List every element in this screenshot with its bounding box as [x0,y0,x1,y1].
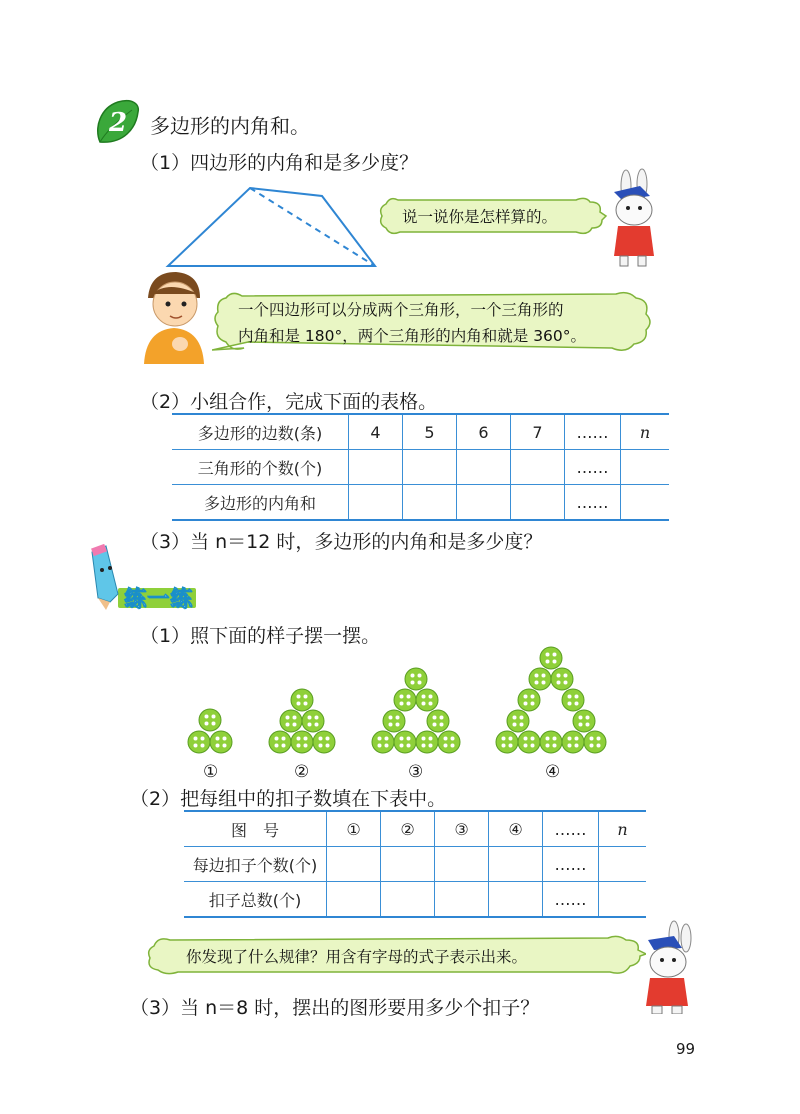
table-row [172,414,669,450]
section-number: 2 [109,108,128,138]
figure-label: ① [203,762,219,782]
figure-label: ② [294,762,310,782]
practice-question-3: （3）当 n＝8 时，摆出的图形要用多少个扣子？ [130,997,540,1019]
figure-label: ③ [408,762,424,782]
table-cell: n [599,811,647,847]
button [529,668,551,690]
practice-question-2: （2）把每组中的扣子数填在下表中。 [130,788,447,810]
button [313,731,335,753]
table-cell[interactable] [457,485,511,521]
button [496,731,518,753]
button [562,731,584,753]
table-cell: …… [565,414,621,450]
table-cell[interactable] [349,485,403,521]
table-cell[interactable] [403,485,457,521]
table-cell: …… [565,450,621,485]
table-cell[interactable] [435,882,489,918]
button [416,731,438,753]
button [584,731,606,753]
button [280,710,302,732]
rabbit-speech-1: 说一说你是怎样算的。 [402,208,558,226]
table-cell[interactable] [599,847,647,882]
button [507,710,529,732]
page-number: 99 [676,1040,696,1058]
table-row [172,450,669,485]
table-cell: ② [381,811,435,847]
polygon-table [172,413,669,521]
button [540,731,562,753]
practice-title: 练一练 [124,587,194,612]
button [405,668,427,690]
table-row [184,847,646,882]
table-cell[interactable] [489,882,543,918]
table-row [172,485,669,521]
rabbit-illustration [630,920,704,1014]
button [269,731,291,753]
button [372,731,394,753]
boy-speech-line-2: 内角和是 180°，两个三角形的内角和就是 360°。 [238,327,587,345]
table-cell[interactable] [621,485,670,521]
table-cell[interactable] [511,450,565,485]
button [302,710,324,732]
button [427,710,449,732]
table-cell[interactable] [511,485,565,521]
button [518,731,540,753]
table-cell: 多边形的边数(条) [172,414,349,450]
table-cell[interactable] [621,450,670,485]
table-cell: …… [543,811,599,847]
table-cell[interactable] [403,450,457,485]
table-cell[interactable] [435,847,489,882]
table-row [184,811,646,847]
table-cell[interactable] [327,847,381,882]
button [383,710,405,732]
button [188,731,210,753]
quadrilateral-figure [160,182,385,274]
table-cell[interactable] [381,847,435,882]
question-1: （1）四边形的内角和是多少度？ [140,152,419,174]
table-cell: …… [543,847,599,882]
figure-label: ④ [545,762,561,782]
table-cell: ① [327,811,381,847]
table-cell: …… [543,882,599,918]
table-cell: ④ [489,811,543,847]
button [438,731,460,753]
button [562,689,584,711]
button-table [184,810,646,918]
button [551,668,573,690]
button [540,647,562,669]
button [518,689,540,711]
table-cell[interactable] [381,882,435,918]
button [199,709,221,731]
table-cell[interactable] [349,450,403,485]
table-row [184,882,646,918]
table-cell: n [621,414,670,450]
table-cell[interactable] [327,882,381,918]
table-cell[interactable] [489,847,543,882]
table-cell: 图 号 [184,811,327,847]
table-cell: 三角形的个数(个) [172,450,349,485]
button [291,731,313,753]
button [573,710,595,732]
boy-illustration [138,268,210,364]
boy-speech-line-1: 一个四边形可以分成两个三角形，一个三角形的 [238,301,564,319]
table-cell: …… [565,485,621,521]
table-cell: ③ [435,811,489,847]
section-title: 多边形的内角和。 [150,114,310,138]
question-2: （2）小组合作，完成下面的表格。 [140,391,438,413]
table-cell: 4 [349,414,403,450]
button [394,731,416,753]
practice-question-1: （1）照下面的样子摆一摆。 [140,625,381,647]
table-cell: 7 [511,414,565,450]
button [291,689,313,711]
table-cell: 5 [403,414,457,450]
table-cell: 扣子总数(个) [184,882,327,918]
button-figures [180,646,620,760]
button [394,689,416,711]
rabbit-speech-2: 你发现了什么规律？用含有字母的式子表示出来。 [186,948,528,966]
table-cell: 每边扣子个数(个) [184,847,327,882]
button [416,689,438,711]
question-3: （3）当 n＝12 时，多边形的内角和是多少度？ [140,531,543,553]
table-cell: 多边形的内角和 [172,485,349,521]
table-cell[interactable] [599,882,647,918]
rabbit-illustration [600,168,662,270]
table-cell[interactable] [457,450,511,485]
button [210,731,232,753]
table-cell: 6 [457,414,511,450]
